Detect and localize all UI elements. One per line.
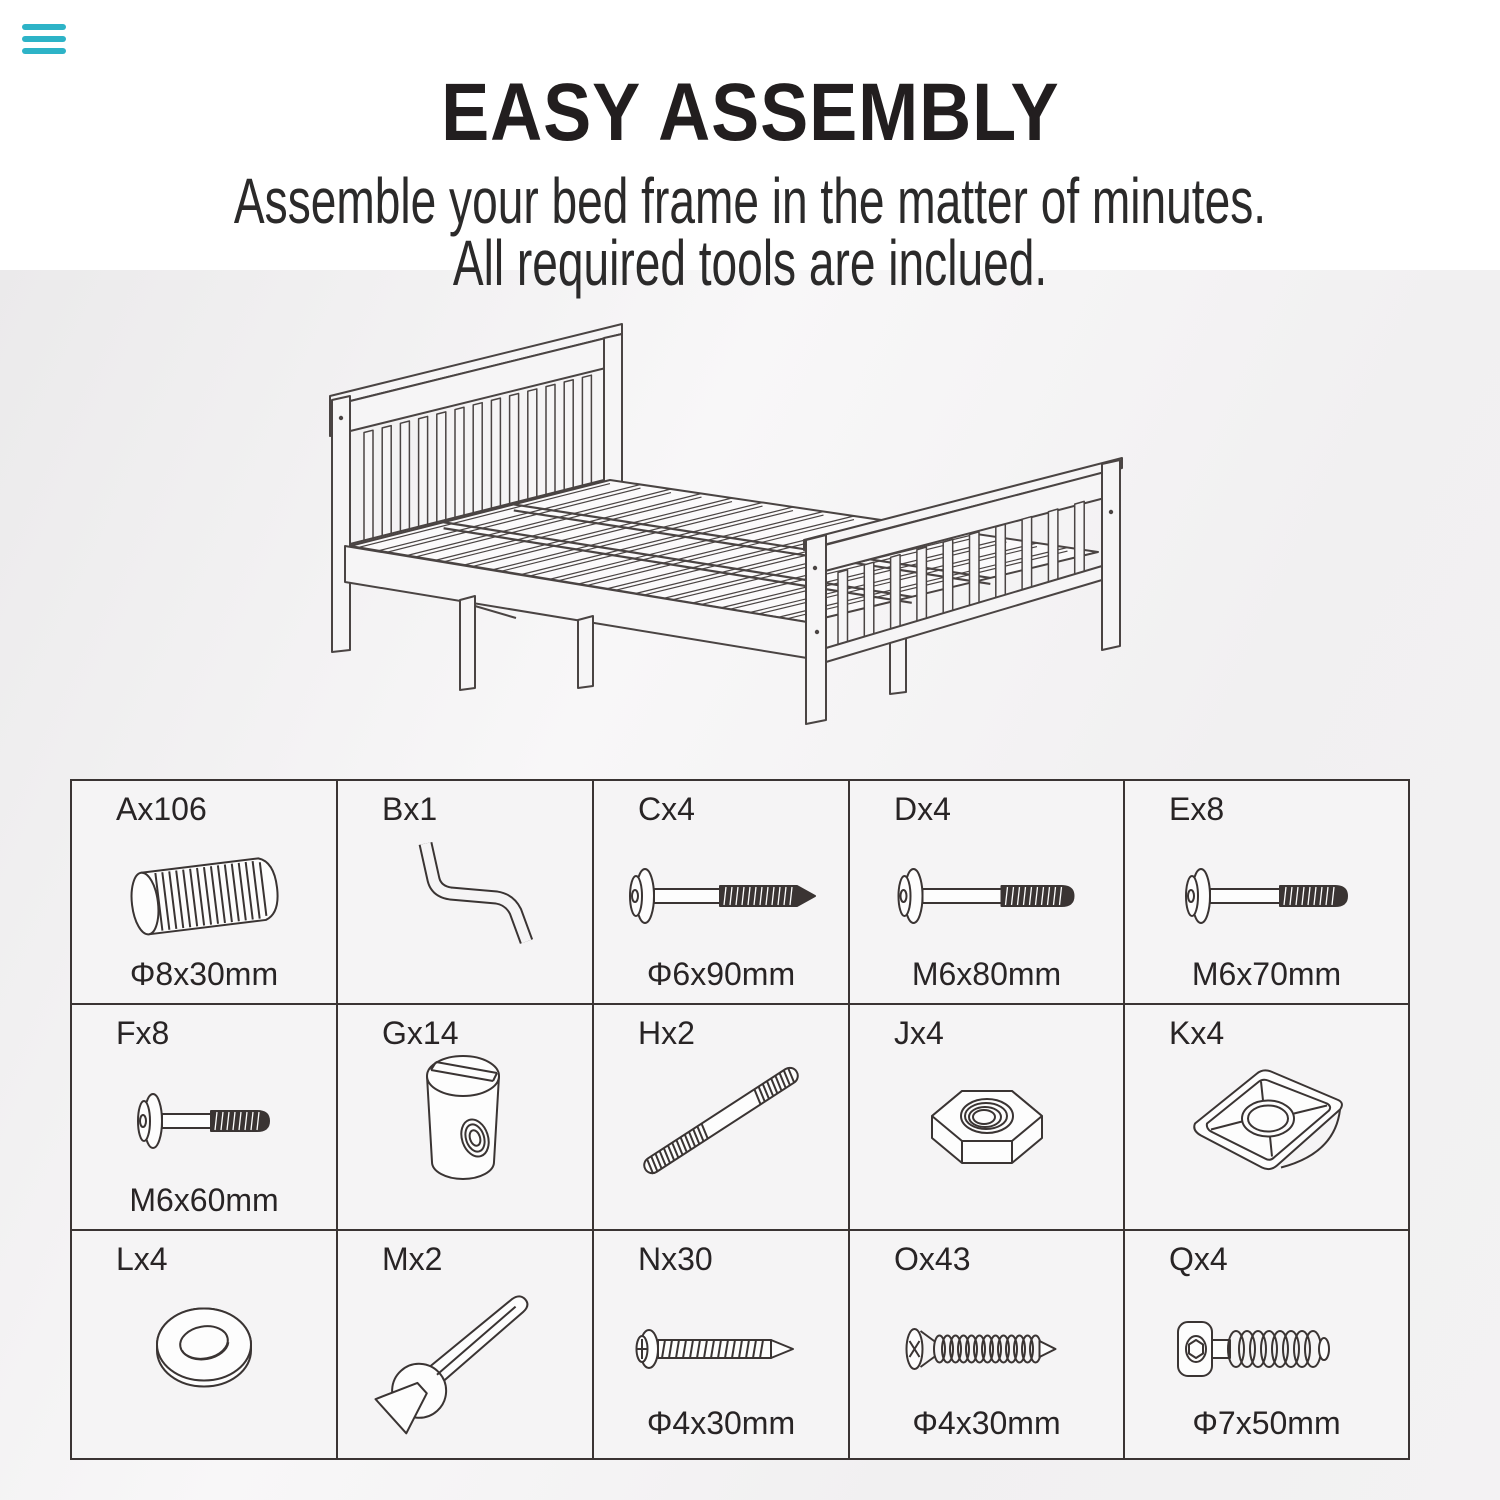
part-label: Mx2: [382, 1241, 443, 1277]
part-label: Gx14: [382, 1015, 459, 1051]
part-label: Kx4: [1169, 1015, 1225, 1051]
part-cell-C: [594, 781, 850, 1005]
part-label: Dx4: [894, 791, 951, 827]
dowel-icon: [117, 849, 292, 944]
part-cell-J: [850, 1005, 1125, 1231]
part-label: Hx2: [638, 1015, 695, 1051]
flange-bolt-icon: [889, 865, 1084, 927]
corner-bracket-icon: [1177, 1054, 1357, 1189]
flange-wood-screw-icon: [621, 865, 821, 927]
part-cell-D: [850, 781, 1125, 1005]
part-label: Lx4: [116, 1241, 168, 1277]
allen-key-icon: [393, 834, 538, 959]
countersunk-screw-icon: [899, 1314, 1074, 1384]
wrench-icon: [365, 1259, 565, 1439]
part-dimension: M6x80mm: [911, 956, 1062, 992]
subtitle-line-2: All required tools are inclued.: [452, 227, 1048, 299]
support-leg: [460, 596, 475, 690]
part-dimension: Φ4x30mm: [646, 1405, 796, 1441]
headboard-left-post: [332, 396, 350, 652]
part-cell-F: [72, 1005, 338, 1231]
part-label: Jx4: [894, 1015, 944, 1051]
page-title: EASY ASSEMBLY: [440, 67, 1060, 158]
part-dimension: M6x60mm: [129, 1182, 279, 1218]
subtitle-line-1: Assemble your bed frame in the matter of minutes.: [233, 165, 1267, 237]
threaded-rod-icon: [606, 1034, 836, 1209]
part-cell-K: [1125, 1005, 1408, 1231]
hex-nut-icon: [912, 1061, 1062, 1181]
part-cell-Q: [1125, 1231, 1408, 1458]
part-cell-B: [338, 781, 594, 1005]
part-label: Ex8: [1169, 791, 1225, 827]
pan-head-screw-icon: [631, 1316, 811, 1382]
flange-bolt-icon: [129, 1090, 279, 1152]
part-label: Ax106: [116, 791, 207, 827]
part-cell-N: [594, 1231, 850, 1458]
hamburger-bar: [22, 48, 66, 54]
washer-icon: [139, 1297, 269, 1402]
part-dimension: Φ8x30mm: [129, 956, 279, 992]
hamburger-bar: [22, 24, 66, 30]
bed-frame-illustration: [320, 300, 1150, 750]
flange-bolt-icon: [1177, 865, 1357, 927]
part-cell-H: [594, 1005, 850, 1231]
lag-screw-icon: [1172, 1311, 1362, 1387]
part-cell-M: [338, 1231, 594, 1458]
parts-table: [70, 779, 1410, 1460]
part-label: Qx4: [1169, 1241, 1228, 1277]
part-label: Nx30: [638, 1241, 713, 1277]
barrel-nut-icon: [405, 1046, 525, 1196]
part-label: Cx4: [638, 791, 695, 827]
part-dimension: M6x70mm: [1191, 956, 1342, 992]
part-cell-E: [1125, 781, 1408, 1005]
hamburger-menu-icon[interactable]: [22, 24, 66, 56]
part-cell-G: [338, 1005, 594, 1231]
footboard-near-post: [806, 535, 826, 724]
part-cell-O: [850, 1231, 1125, 1458]
part-dimension: Φ7x50mm: [1192, 1405, 1341, 1441]
part-dimension: Φ6x90mm: [646, 956, 796, 992]
part-dimension: Φ4x30mm: [912, 1405, 1061, 1441]
part-cell-A: [72, 781, 338, 1005]
page-subtitle: [0, 165, 1500, 299]
support-leg: [578, 616, 593, 688]
part-cell-L: [72, 1231, 338, 1458]
part-label: Fx8: [116, 1015, 170, 1051]
hamburger-bar: [22, 36, 66, 42]
part-label: Bx1: [382, 791, 438, 827]
footboard-far-post: [1102, 460, 1120, 650]
part-label: Ox43: [894, 1241, 971, 1277]
